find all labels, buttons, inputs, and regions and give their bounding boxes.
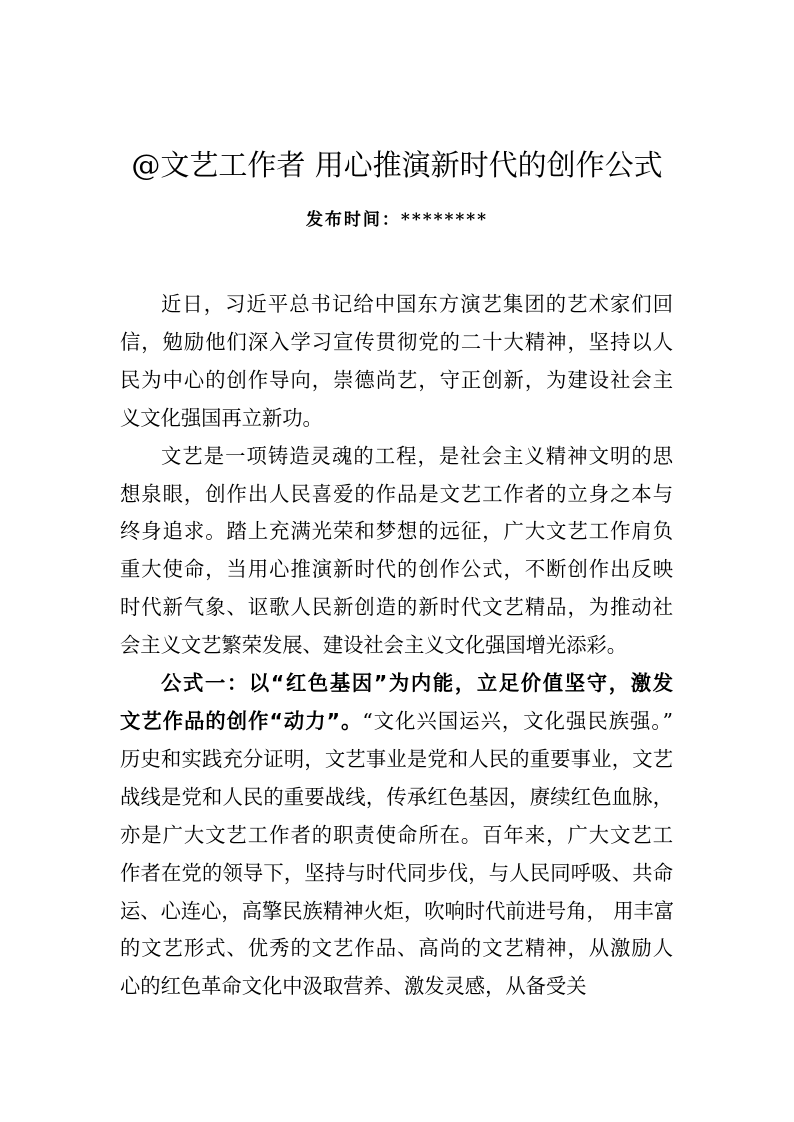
text-line: 作者在党的领导下，坚持与时代同步伐，与人民同呼吸、共命	[120, 860, 673, 885]
text-line: 时代新气象、讴歌人民新创造的新时代文艺精品，为推动社	[120, 595, 673, 620]
bold-heading-text: 文艺作品的创作“动力”。	[120, 708, 363, 733]
paragraph	[120, 286, 673, 438]
text-line: 历史和实践充分证明，文艺事业是党和人民的重要事业，文艺	[120, 746, 673, 771]
text-line: 会主义文艺繁荣发展、建设社会主义文化强国增光添彩。	[120, 633, 628, 658]
quote-text: “文化兴国运兴，文化强民族强。”	[362, 708, 673, 733]
text-line: 重大使命，当用心推演新时代的创作公式，不断创作出反映	[120, 557, 673, 582]
text-line: 民为中心的创作导向，崇德尚艺，守正创新，为建设社会主	[120, 367, 673, 392]
text-line	[120, 703, 673, 741]
text-line: 信，勉励他们深入学习宣传贯彻党的二十大精神，坚持以人	[120, 329, 673, 354]
bold-heading-text: 公式一：以“红色基因”为内能，立足价值坚守，激发	[161, 671, 673, 696]
document-body	[120, 286, 673, 1006]
paragraph	[120, 665, 673, 1006]
paragraph	[120, 438, 673, 665]
text-line: 的文艺形式、优秀的文艺作品、高尚的文艺精神，从激励人	[120, 936, 673, 961]
text-line: 战线是党和人民的重要战线，传承红色基因，赓续红色血脉，	[120, 784, 673, 809]
text-line: 心的红色革命文化中汲取营养、激发灵感，从备受关	[120, 974, 587, 999]
text-line: 想泉眼，创作出人民喜爱的作品是文艺工作者的立身之本与	[120, 481, 673, 506]
text-line	[120, 665, 673, 703]
text-line: 终身追求。踏上充满光荣和梦想的远征，广大文艺工作肩负	[120, 519, 673, 544]
text-line: 文艺是一项铸造灵魂的工程，是社会主义精神文明的思	[161, 443, 673, 468]
publish-time: 发布时间：********	[305, 210, 489, 230]
document-title: @文艺工作者 用心推演新时代的创作公式	[131, 148, 663, 182]
text-line: 亦是广大文艺工作者的职责使命所在。百年来，广大文艺工	[120, 822, 673, 847]
text-line: 义文化强国再立新功。	[120, 405, 323, 430]
text-line: 运、心连心，高擎民族精神火炬，吹响时代前进号角， 用丰富	[120, 898, 675, 923]
text-line: 近日，习近平总书记给中国东方演艺集团的艺术家们回	[161, 292, 673, 316]
